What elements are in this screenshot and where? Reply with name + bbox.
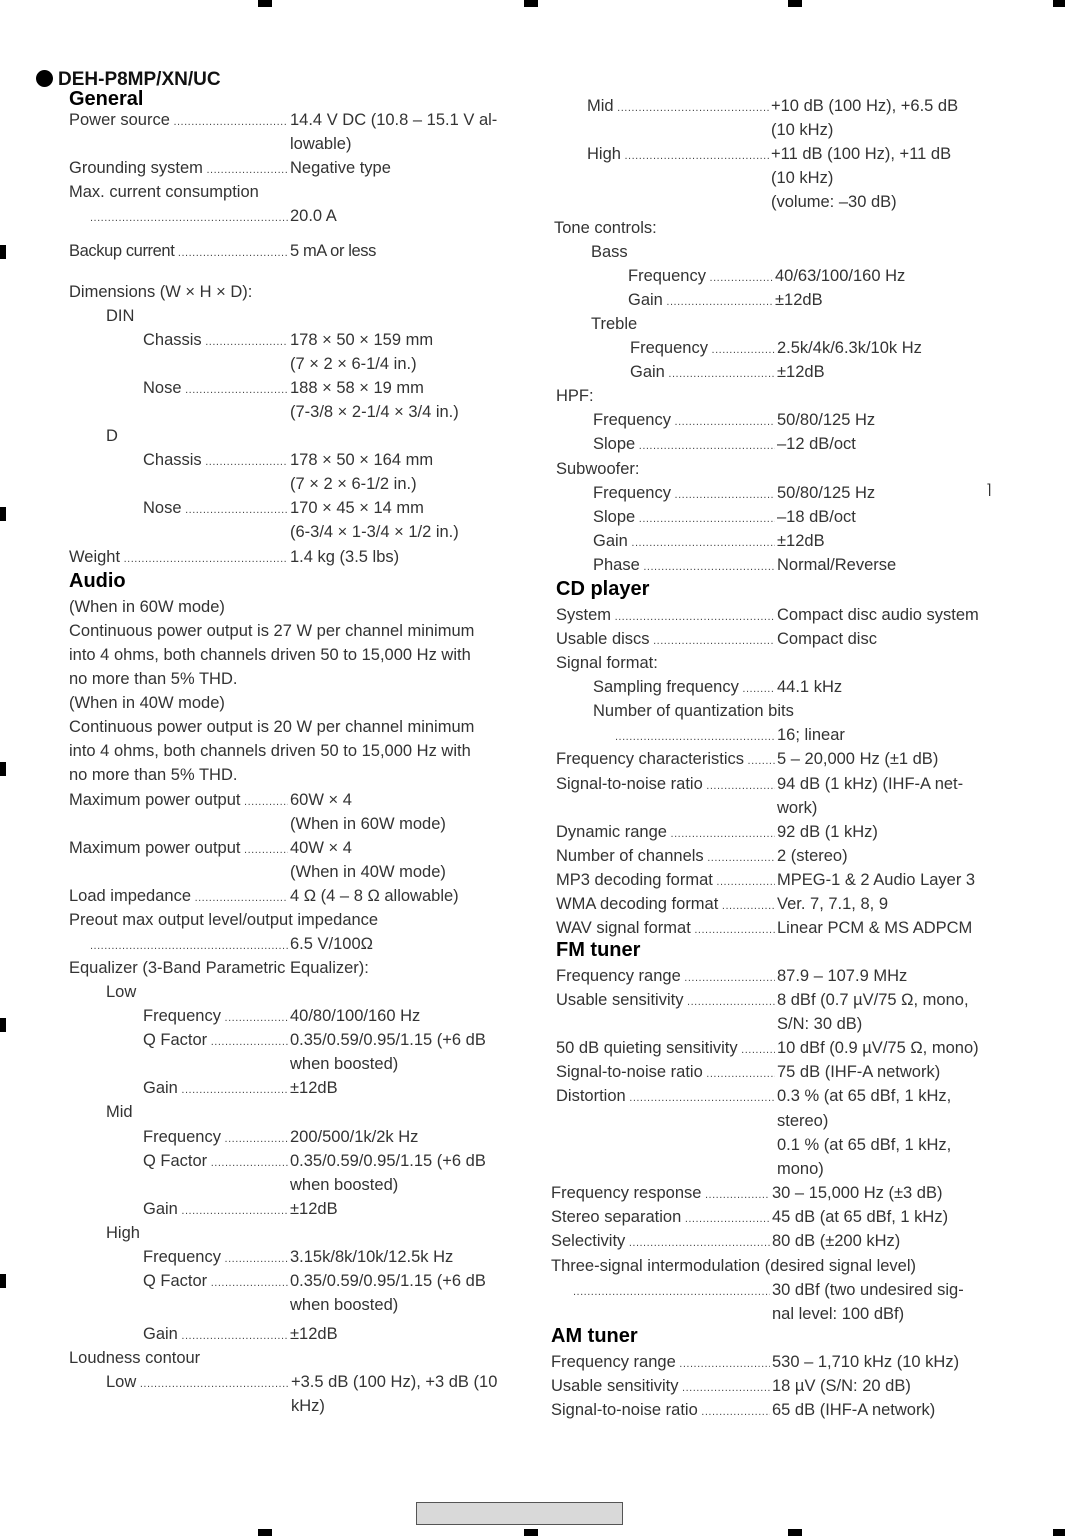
spec-row: Gain ..... ±12dB [628,288,948,312]
spec-value-cont: (7 × 2 × 6-1/2 in.) [290,475,417,493]
spec-row: Nose ..... 170 × 45 × 14 mm [143,496,503,520]
spec-row: Low ..... +3.5 dB (100 Hz), +3 dB (10 [106,1370,516,1394]
spec-value-cont: (When in 40W mode) [290,863,446,881]
paragraph-line: into 4 ohms, both channels driven 50 to 15,000 Hz with [69,646,471,664]
spec-value-cont: mono) [777,1160,824,1178]
section-heading-cd-player: CD player [556,578,650,600]
registration-mark [0,1274,6,1288]
registration-mark [0,245,6,259]
registration-mark [258,1529,272,1536]
spec-value-cont: (10 kHz) [771,169,834,187]
section-heading-general: General [69,88,144,110]
registration-mark [1053,0,1065,7]
section-heading-audio: Audio [69,570,126,592]
spec-value-cont: kHz) [291,1397,325,1415]
spec-row: ..... 6.5 V/100Ω [90,932,490,956]
spec-value-cont: 0.1 % (at 65 dBf, 1 kHz, [777,1136,952,1154]
spec-row: ..... 30 dBf (two undesired sig- [573,1278,983,1302]
spec-row: Q Factor ..... 0.35/0.59/0.95/1.15 (+6 dB [143,1269,503,1293]
spec-row: Slope ..... –12 dB/oct [593,432,913,456]
spec-label: Preout max output level/output impedance [69,911,379,929]
spec-value-cont: lowable) [290,135,352,153]
spec-label: HPF: [556,387,594,405]
spec-row: WAV signal format ..... Linear PCM & MS ADPCM [556,916,986,940]
registration-mark [0,507,6,521]
spec-row: 50 dB quieting sensitivity ..... 10 dBf (0.9 µV/75 Ω, mono) [556,1036,988,1060]
spec-row: Gain ..... ±12dB [143,1322,503,1346]
spec-row: Phase ..... Normal/Reverse [593,553,913,577]
spec-row: MP3 decoding format ..... MPEG-1 & 2 Audio Layer 3 [556,868,986,892]
spec-row: Distortion ..... 0.3 % (at 65 dBf, 1 kHz, [556,1084,976,1108]
spec-row: High ..... +11 dB (100 Hz), +11 dB [587,142,987,166]
registration-mark [524,0,538,7]
spec-row: Grounding system ..... Negative type [69,156,499,180]
spec-label: Treble [591,315,638,333]
spec-row: Frequency ..... 50/80/125 Hz [593,408,913,432]
spec-row: Frequency ..... 2.5k/4k/6.3k/10k Hz [630,336,950,360]
spec-row: System ..... Compact disc audio system [556,603,988,627]
spec-label: D [106,427,118,445]
spec-label: DIN [106,307,135,325]
spec-row: Load impedance ..... 4 Ω (4 – 8 Ω allowable) [69,884,499,908]
spec-row: Frequency ..... 50/80/125 Hz [593,481,913,505]
spec-row: Usable sensitivity ..... 8 dBf (0.7 µV/75 Ω, mono, [556,988,986,1012]
paragraph-line: Continuous power output is 20 W per channel minimum [69,718,475,736]
paragraph-line: (When in 60W mode) [69,598,225,616]
spec-row: Signal-to-noise ratio ..... 94 dB (1 kHz) (IHF-A net- [556,772,976,796]
spec-value-cont: (7 × 2 × 6-1/4 in.) [290,355,417,373]
model-title: DEH-P8MP/XN/UC [36,69,221,91]
spec-row: Mid ..... +10 dB (100 Hz), +6.5 dB [587,94,987,118]
spec-label: Number of quantization bits [593,702,794,720]
spec-label: Bass [591,243,628,261]
spec-value-cont: (volume: –30 dB) [771,193,897,211]
spec-value-cont: S/N: 30 dB) [777,1015,863,1033]
stray-mark: ⌉ [986,481,992,497]
section-heading-fm-tuner: FM tuner [556,939,641,961]
spec-label: Three-signal intermodulation (desired signal level) [551,1257,917,1275]
spec-row: Slope ..... –18 dB/oct [593,505,913,529]
spec-row: Usable discs ..... Compact disc [556,627,976,651]
page-number-box [416,1502,623,1525]
registration-mark [524,1529,538,1536]
paragraph-line: no more than 5% THD. [69,670,238,688]
spec-row: Number of channels ..... 2 (stereo) [556,844,976,868]
spec-row: Chassis ..... 178 × 50 × 159 mm [143,328,503,352]
spec-value-cont: when boosted) [290,1176,399,1194]
spec-row: Frequency characteristics ..... 5 – 20,000 Hz (±1 dB) [556,747,976,771]
spec-row: Maximum power output ..... 40W × 4 [69,836,499,860]
spec-row: Gain ..... ±12dB [630,360,950,384]
paragraph-line: (When in 40W mode) [69,694,225,712]
spec-label: Tone controls: [554,219,657,237]
registration-mark [1053,1529,1065,1536]
spec-row: Backup current ..... 5 mA or less [69,239,499,263]
spec-row: Usable sensitivity ..... 18 µV (S/N: 20 dB) [551,1374,971,1398]
spec-row: Selectivity ..... 80 dB (±200 kHz) [551,1229,971,1253]
registration-mark [788,0,802,7]
spec-value-cont: stereo) [777,1112,829,1130]
paragraph-line: no more than 5% THD. [69,766,238,784]
spec-row: Maximum power output ..... 60W × 4 [69,788,499,812]
registration-mark [788,1529,802,1536]
spec-row: Q Factor ..... 0.35/0.59/0.95/1.15 (+6 dB [143,1028,503,1052]
spec-row: Q Factor ..... 0.35/0.59/0.95/1.15 (+6 dB [143,1149,503,1173]
spec-row: Dynamic range ..... 92 dB (1 kHz) [556,820,976,844]
spec-row: Frequency ..... 200/500/1k/2k Hz [143,1125,503,1149]
registration-mark [258,0,272,7]
spec-value-cont: nal level: 100 dBf) [772,1305,905,1323]
spec-value-cont: (When in 60W mode) [290,815,446,833]
spec-value-cont: (7-3/8 × 2-1/4 × 3/4 in.) [290,403,459,421]
paragraph-line: Continuous power output is 27 W per channel minimum [69,622,475,640]
spec-label: Signal format: [556,654,658,672]
spec-row: Chassis ..... 178 × 50 × 164 mm [143,448,503,472]
spec-row: WMA decoding format ..... Ver. 7, 7.1, 8, 9 [556,892,976,916]
spec-label: Equalizer (3-Band Parametric Equalizer): [69,959,369,977]
spec-row: Stereo separation ..... 45 dB (at 65 dBf, 1 kHz) [551,1205,971,1229]
spec-row: Sampling frequency ..... 44.1 kHz [593,675,973,699]
spec-row: Frequency response ..... 30 – 15,000 Hz (±3 dB) [551,1181,971,1205]
spec-label: Low [106,983,137,1001]
spec-row: ..... 20.0 A [90,204,490,228]
paragraph-line: into 4 ohms, both channels driven 50 to 15,000 Hz with [69,742,471,760]
registration-mark [0,762,6,776]
spec-row: Frequency ..... 40/80/100/160 Hz [143,1004,503,1028]
spec-row: Frequency ..... 3.15k/8k/10k/12.5k Hz [143,1245,503,1269]
spec-value-cont: when boosted) [290,1055,399,1073]
spec-label: Dimensions (W × H × D): [69,283,253,301]
spec-value-cont: when boosted) [290,1296,399,1314]
spec-row: Signal-to-noise ratio ..... 65 dB (IHF-A network) [551,1398,971,1422]
section-heading-am-tuner: AM tuner [551,1325,638,1347]
spec-row: Nose ..... 188 × 58 × 19 mm [143,376,503,400]
spec-row: Frequency range ..... 87.9 – 107.9 MHz [556,964,976,988]
spec-label: Mid [106,1103,133,1121]
spec-label: High [106,1224,140,1242]
spec-value-cont: (6-3/4 × 1-3/4 × 1/2 in.) [290,523,459,541]
spec-label: Max. current consumption [69,183,259,201]
spec-value-cont: work) [777,799,818,817]
spec-row: ..... 16; linear [615,723,975,747]
bullet-icon [36,70,53,87]
spec-label: Subwoofer: [556,460,640,478]
spec-row: Frequency range ..... 530 – 1,710 kHz (10 kHz) [551,1350,971,1374]
spec-row: Gain ..... ±12dB [143,1197,503,1221]
spec-row: Weight ..... 1.4 kg (3.5 lbs) [69,545,499,569]
spec-row: Frequency ..... 40/63/100/160 Hz [628,264,948,288]
spec-row: Signal-to-noise ratio ..... 75 dB (IHF-A network) [556,1060,976,1084]
spec-row: Gain ..... ±12dB [143,1076,503,1100]
spec-row: Power source ..... 14.4 V DC (10.8 – 15.1 V al- [69,108,499,132]
registration-mark [0,1018,6,1032]
spec-label: Loudness contour [69,1349,201,1367]
spec-row: Gain ..... ±12dB [593,529,913,553]
spec-value-cont: (10 kHz) [771,121,834,139]
